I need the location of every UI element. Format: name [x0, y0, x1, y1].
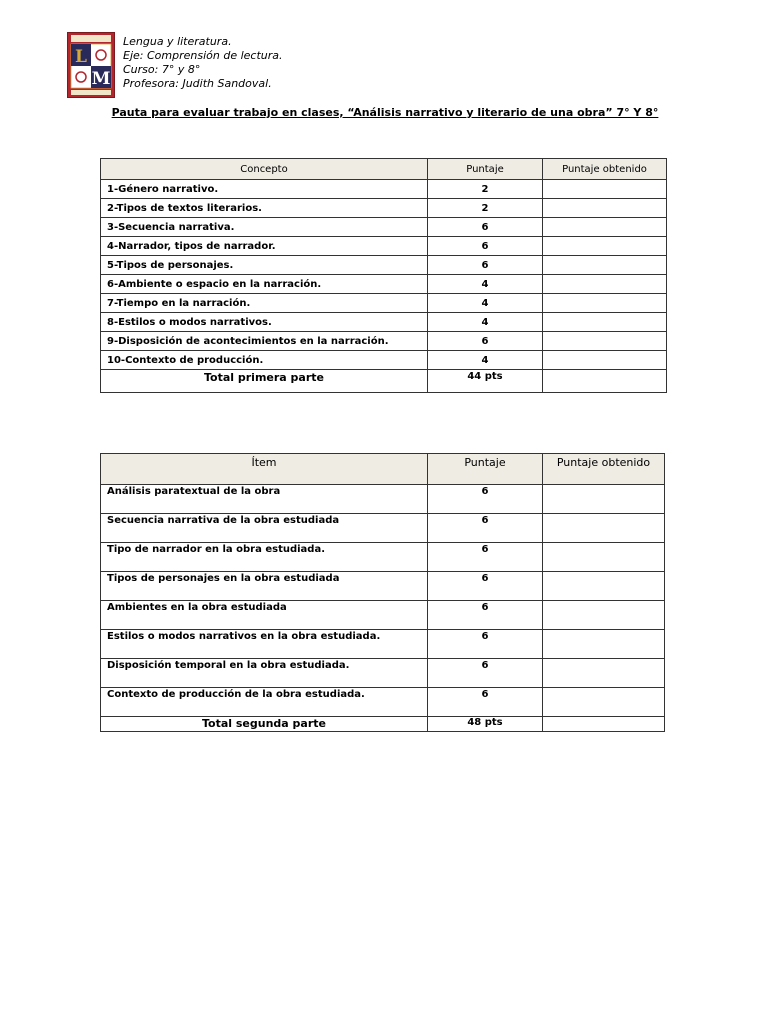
- header-teacher: Profesora: Judith Sandoval.: [123, 77, 272, 90]
- total-label: Total segunda parte: [101, 717, 428, 732]
- document-header: [123, 35, 283, 91]
- row-score: 6: [428, 218, 543, 237]
- table-header-row: [101, 159, 667, 180]
- row-score: 4: [428, 294, 543, 313]
- table-row: [101, 332, 667, 351]
- row-concept: 3-Secuencia narrativa.: [101, 218, 428, 237]
- row-obtained-cell[interactable]: [543, 572, 665, 601]
- row-concept: 6-Ambiente o espacio en la narración.: [101, 275, 428, 294]
- row-score: 6: [428, 630, 543, 659]
- total-obtained-cell[interactable]: [543, 370, 667, 393]
- column-header-score: Puntaje: [428, 454, 543, 485]
- row-concept: 1-Género narrativo.: [101, 180, 428, 199]
- table-row: [101, 485, 665, 514]
- table-row: [101, 199, 667, 218]
- row-item: Secuencia narrativa de la obra estudiada: [101, 514, 428, 543]
- total-row: [101, 370, 667, 393]
- table-row: [101, 294, 667, 313]
- table-row: [101, 275, 667, 294]
- row-concept: 8-Estilos o modos narrativos.: [101, 313, 428, 332]
- total-score: 44 pts: [428, 370, 543, 393]
- row-score: 6: [428, 256, 543, 275]
- total-score: 48 pts: [428, 717, 543, 732]
- table-row: [101, 351, 667, 370]
- row-concept: 5-Tipos de personajes.: [101, 256, 428, 275]
- total-obtained-cell[interactable]: [543, 717, 665, 732]
- column-header-score: Puntaje: [428, 159, 543, 180]
- row-item: Ambientes en la obra estudiada: [101, 601, 428, 630]
- table-row: [101, 237, 667, 256]
- total-row: [101, 717, 665, 732]
- row-score: 6: [428, 659, 543, 688]
- first-part-table: [100, 158, 667, 393]
- row-obtained-cell[interactable]: [543, 313, 667, 332]
- row-score: 4: [428, 313, 543, 332]
- header-axis: Eje: Comprensión de lectura.: [123, 49, 283, 62]
- row-obtained-cell[interactable]: [543, 688, 665, 717]
- row-obtained-cell[interactable]: [543, 543, 665, 572]
- row-obtained-cell[interactable]: [543, 630, 665, 659]
- row-item: Contexto de producción de la obra estudiada.: [101, 688, 428, 717]
- svg-text:L: L: [75, 47, 87, 67]
- row-obtained-cell[interactable]: [543, 218, 667, 237]
- row-obtained-cell[interactable]: [543, 275, 667, 294]
- table-row: [101, 572, 665, 601]
- table-row: [101, 514, 665, 543]
- row-concept: 7-Tiempo en la narración.: [101, 294, 428, 313]
- row-concept: 10-Contexto de producción.: [101, 351, 428, 370]
- column-header-obtained: Puntaje obtenido: [543, 159, 667, 180]
- header-course: Curso: 7° y 8°: [123, 63, 201, 76]
- row-score: 6: [428, 485, 543, 514]
- row-item: Disposición temporal en la obra estudiada.: [101, 659, 428, 688]
- table-row: [101, 601, 665, 630]
- row-concept: 4-Narrador, tipos de narrador.: [101, 237, 428, 256]
- column-header-item: Ítem: [101, 454, 428, 485]
- school-crest-icon: [67, 32, 115, 98]
- row-score: 2: [428, 199, 543, 218]
- row-obtained-cell[interactable]: [543, 199, 667, 218]
- document-title: Pauta para evaluar trabajo en clases, “Análisis narrativo y literario de una obra” 7° Y 8°: [111, 106, 659, 119]
- row-score: 6: [428, 514, 543, 543]
- row-item: Tipo de narrador en la obra estudiada.: [101, 543, 428, 572]
- row-score: 6: [428, 237, 543, 256]
- row-obtained-cell[interactable]: [543, 180, 667, 199]
- row-item: Tipos de personajes en la obra estudiada: [101, 572, 428, 601]
- table-row: [101, 630, 665, 659]
- row-obtained-cell[interactable]: [543, 514, 665, 543]
- row-score: 6: [428, 601, 543, 630]
- row-score: 2: [428, 180, 543, 199]
- row-obtained-cell[interactable]: [543, 237, 667, 256]
- second-part-table: [100, 453, 665, 732]
- row-obtained-cell[interactable]: [543, 294, 667, 313]
- table-row: [101, 543, 665, 572]
- column-header-concept: Concepto: [101, 159, 428, 180]
- row-obtained-cell[interactable]: [543, 351, 667, 370]
- row-obtained-cell[interactable]: [543, 332, 667, 351]
- row-concept: 2-Tipos de textos literarios.: [101, 199, 428, 218]
- row-score: 4: [428, 275, 543, 294]
- row-score: 6: [428, 572, 543, 601]
- table-row: [101, 256, 667, 275]
- row-score: 6: [428, 688, 543, 717]
- row-obtained-cell[interactable]: [543, 256, 667, 275]
- row-obtained-cell[interactable]: [543, 485, 665, 514]
- table-row: [101, 688, 665, 717]
- column-header-obtained: Puntaje obtenido: [543, 454, 665, 485]
- table-row: [101, 659, 665, 688]
- svg-text:M: M: [91, 69, 111, 89]
- table-header-row: [101, 454, 665, 485]
- row-item: Estilos o modos narrativos en la obra estudiada.: [101, 630, 428, 659]
- row-obtained-cell[interactable]: [543, 659, 665, 688]
- row-score: 6: [428, 332, 543, 351]
- row-score: 4: [428, 351, 543, 370]
- table-row: [101, 313, 667, 332]
- table-row: [101, 218, 667, 237]
- header-subject: Lengua y literatura.: [123, 35, 232, 48]
- row-obtained-cell[interactable]: [543, 601, 665, 630]
- row-item: Análisis paratextual de la obra: [101, 485, 428, 514]
- row-concept: 9-Disposición de acontecimientos en la narración.: [101, 332, 428, 351]
- row-score: 6: [428, 543, 543, 572]
- table-row: [101, 180, 667, 199]
- total-label: Total primera parte: [101, 370, 428, 393]
